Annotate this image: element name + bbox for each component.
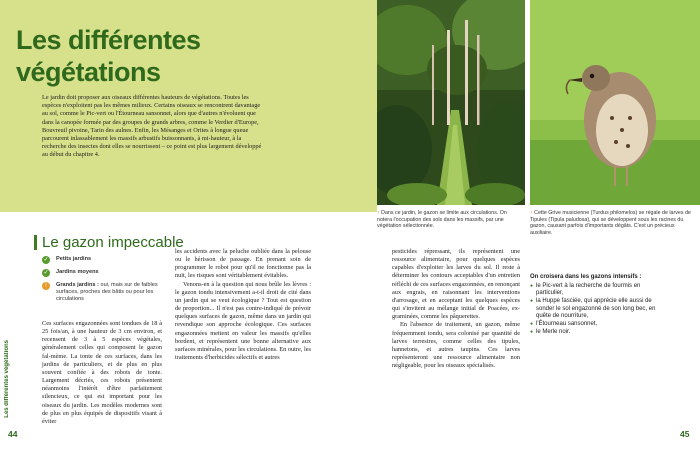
- page-number-right: 45: [680, 429, 690, 439]
- paragraph: En l'absence de traitement, un gazon, même fréquemment tondu, sera colonisé par quantité de larves terrestres, comme celles des tipules, hannetons, et autres taupins. Ces larves représenteront une ressource alimentaire non négligeable, pour les oiseaux spécialisés.: [392, 321, 520, 370]
- warning-icon: !: [42, 282, 50, 290]
- garden-photo: [377, 0, 525, 205]
- heading-bar: [34, 235, 37, 250]
- paragraph: pesticides répressant, ils représentent une ressource alimentaire, pour quelques espèces capables d'exploiter les larves du sol. Il reste à déterminer les contours acceptables d'un entretien réfléchi de ces surfaces engazonnées, en renonçant aux engrais, en raisonnant les interventions d'arrosage, et en acceptant les quelques espèces qui s'invitent au mélange initial de Poacées, ex-graminées, comme les pâquerettes.: [392, 248, 520, 321]
- chapter-label: Les différentes végétations: [4, 340, 10, 418]
- legend-detail: oui, mais sur de faibles surfaces, proches des bâtis ou pour les circulations: [56, 282, 158, 302]
- species-sidebar: [530, 274, 660, 337]
- paragraph: Ces surfaces engazonnées sont tondues de 18 à 25 fois/an, à une hauteur de 3 cm environ, et recensent de 3 à 5 espèces végétales, généralement celles qui composent le gazon fal-mème. La tonte de ces surfaces, dans les jardins de particuliers, et de plus en plus souvent confiée à des robots de tonte. Largement décriés, ces robots présentent néanmoins l'intérêt d'être parfaitement silencieux, ce qui est important pour les oiseaux du jardin. Les modèles modernes sont de plus en plus équipés de dispositifs visant à éviter: [42, 320, 162, 425]
- list-item: ● la Huppe fasciée, qui apprécie elle aussi de sonder le sol engazonné de son long bec, en quête de nourriture,: [530, 298, 660, 321]
- body-column-2: [175, 248, 311, 362]
- thrush-photo: [530, 0, 700, 205]
- caption-arrow-icon: ↑: [530, 210, 533, 216]
- check-icon: ✓: [43, 257, 49, 263]
- list-item: ● le Merle noir.: [530, 329, 660, 337]
- list-item: ● le Pic-vert à la recherche de fourmis en particulier,: [530, 283, 660, 298]
- thrush-caption-text: Cette Grive musicienne (Turdus philomelos) se régale de larves de Tipules (Tipula paludosa), qui se développent sous les racines du gazon, causant parfois d'importants dégâts. C'est un précieux auxiliaire.: [530, 210, 691, 236]
- legend-item: [42, 282, 162, 303]
- body-column-3: [392, 248, 520, 370]
- section-title: Le gazon impeccable: [42, 234, 184, 251]
- page-title: Les différentes végétations: [16, 25, 201, 87]
- thrush-caption: [530, 210, 698, 236]
- intro-paragraph: Le jardin doit proposer aux oiseaux différentes hauteurs de végétations. Toutes les espèces n'exploitent pas les mêmes milieux. Certains oiseaux se rencontrent davantage au sol, comme le Pic-vert ou l'Étourneau sansonnet, alors que d'autres n'évoluent que dans la canopée formée par des groupes de grands arbres, comme le Verdier d'Europe, Bouvreuil pivoine, Tarin des aulnes. Enfin, les Mésanges et Orites à longue queue parcourent inlassablement les massifs arbustifs buissonnants, à mi-hauteur, à la recherche des insectes dont elles se nourrissent – ce point est plus largement développé au début du chapitre 4.: [42, 94, 262, 159]
- legend-label: Grands jardins :: [56, 282, 99, 288]
- list-item: ● l'Étourneau sansonnet,: [530, 321, 660, 329]
- check-icon: ✓: [43, 270, 49, 276]
- caption-arrow-icon: ↑: [377, 210, 380, 216]
- legend-item: [42, 256, 162, 264]
- body-column-1: [42, 320, 162, 426]
- page-number-left: 44: [8, 429, 18, 439]
- garden-size-legend: [42, 256, 162, 308]
- paragraph: Venons-en à la question qui nous brûle les lèvres : le gazon tondu intensivement a-t-il droit de cité dans un jardin qui se veut écologique ? Tout est question de proportion... Il n'est pas contre-indiqué de prévoir quelques surfaces de gazon, même dans un jardin qui revendique son approche écologique. Ces surfaces engazonnées mettent en valeur les massifs qu'elles bordent, et représentent une bonne alternative aux surfaces minérales, pour les circulations. En outre, les traitements d'herbicides sélectifs et autres: [175, 280, 311, 362]
- legend-label: Petits jardins: [56, 256, 92, 262]
- garden-caption: [377, 210, 522, 230]
- legend-item: [42, 269, 162, 277]
- section-heading: [34, 234, 184, 251]
- paragraph: les accidents avec la peluche oubliée dans la pelouse ou le hérisson de passage. En prenant soin de programmer le robot pour qu'il ne fonctionne pas la nuit, les risques sont véritablement évitables.: [175, 248, 311, 280]
- sidebar-title: On croisera dans les gazons intensifs :: [530, 274, 642, 280]
- legend-label: Jardins moyens: [56, 269, 99, 275]
- garden-caption-text: Dans ce jardin, le gazon se limite aux circulations. On notera l'occupation des sols dans les massifs, par une végétation sélectionnée.: [377, 210, 507, 230]
